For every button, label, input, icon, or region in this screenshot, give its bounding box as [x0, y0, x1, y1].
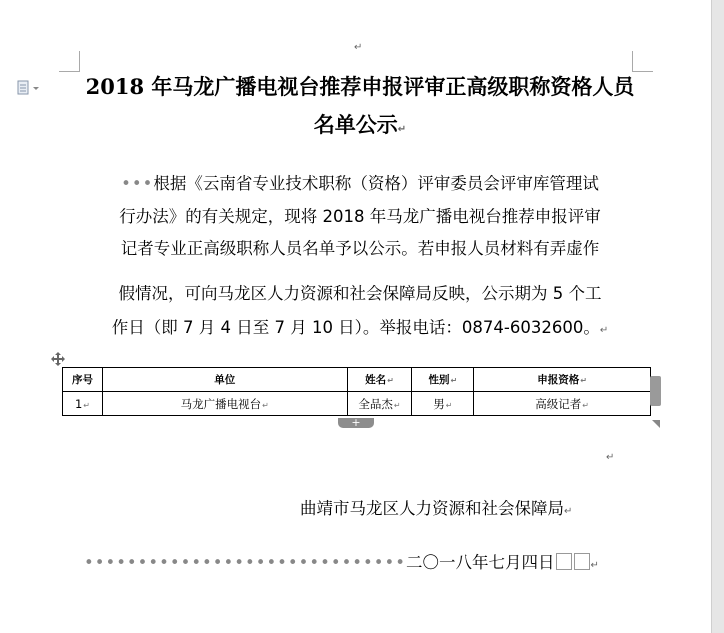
margin-corner-top-left	[59, 51, 80, 72]
header-text: 申报资格	[537, 374, 580, 386]
header-cell[interactable]	[347, 368, 412, 392]
table-cell[interactable]	[412, 392, 474, 416]
header-cell[interactable]	[412, 368, 474, 392]
header-cell[interactable]	[102, 368, 347, 392]
date-line	[84, 553, 599, 576]
cell-mark: ↵	[262, 400, 269, 410]
table-cell[interactable]	[474, 392, 651, 416]
indent-dots: ••••••••••••••••••••••••••••••	[84, 553, 406, 572]
cell-mark: ↵	[450, 376, 458, 385]
paragraph-mark: ↵	[564, 506, 573, 517]
body-line-5	[70, 318, 650, 341]
roster-table	[62, 367, 651, 416]
table-cell[interactable]	[102, 392, 347, 416]
title-text: 名单公示	[313, 112, 398, 137]
empty-paragraph-mark: ↵	[606, 452, 615, 463]
table-cell[interactable]	[63, 392, 103, 416]
margin-corner-top-right	[632, 51, 653, 72]
table-row	[63, 392, 651, 416]
table-move-handle-icon[interactable]	[51, 352, 65, 366]
body-line-3: 记者专业正高级职称人员名单予以公示。若申报人员材料有弄虚作	[120, 239, 600, 258]
table-cell[interactable]	[347, 392, 412, 416]
cell-text: 高级记者	[535, 396, 582, 411]
body-line-4: 假情况，可向马龙区人力资源和社会保障局反映，公示期为 5 个工	[118, 284, 602, 303]
document-title-line2	[70, 113, 650, 142]
table-header-row	[63, 368, 651, 392]
body-text: 作日（即 7 月 4 日至 7 月 10 日）。举报电话：0874-6032600。	[111, 318, 600, 337]
empty-paragraph-mark: ↵	[354, 42, 363, 53]
header-text: 单位	[214, 374, 236, 386]
body-text: 根据《云南省专业技术职称（资格）评审委员会评审库管理试	[153, 174, 599, 193]
header-text: 姓名	[365, 374, 387, 386]
cell-text: 全品杰	[358, 396, 393, 411]
placeholder-box	[556, 553, 572, 570]
header-text: 序号	[71, 374, 93, 386]
document-title-line1: 2018 年马龙广播电视台推荐申报评审正高级职称资格人员	[85, 74, 635, 99]
signature-line	[300, 499, 572, 522]
cell-mark: ↵	[445, 400, 453, 410]
add-row-button[interactable]: +	[338, 418, 374, 428]
cell-text: 1	[74, 396, 83, 411]
cell-mark: ↵	[83, 400, 90, 410]
paragraph-mark: ↵	[599, 325, 609, 336]
cell-mark: ↵	[387, 376, 394, 385]
body-line-1	[70, 174, 650, 194]
indent-dots: •••	[121, 174, 154, 193]
vertical-scrollbar[interactable]	[711, 0, 724, 633]
table-resize-handle-icon[interactable]	[652, 420, 660, 428]
cell-mark: ↵	[580, 376, 587, 385]
placeholder-box	[574, 553, 590, 570]
document-icon[interactable]	[16, 80, 42, 96]
cell-text: 马龙广播电视台	[180, 396, 262, 411]
cell-text: 男	[433, 396, 445, 411]
paragraph-mark: ↵	[397, 124, 407, 135]
header-cell[interactable]	[474, 368, 651, 392]
header-text: 性别	[428, 374, 450, 386]
row-select-tab[interactable]	[650, 376, 661, 406]
date-text: 二〇一八年七月四日	[405, 553, 555, 572]
cell-mark: ↵	[582, 400, 589, 410]
paragraph-mark: ↵	[590, 560, 599, 571]
cell-mark: ↵	[393, 400, 401, 410]
signature-org: 曲靖市马龙区人力资源和社会保障局	[300, 499, 564, 518]
header-cell[interactable]	[63, 368, 103, 392]
body-line-2: 行办法》的有关规定，现将 2018 年马龙广播电视台推荐申报评审	[119, 207, 601, 226]
